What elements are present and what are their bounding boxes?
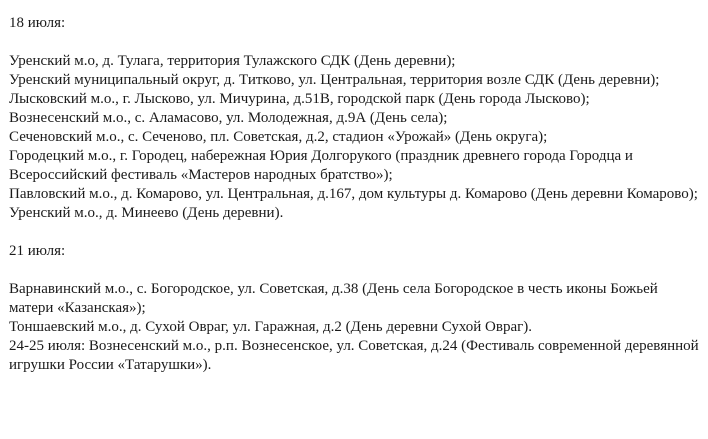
event-list-july-18 — [9, 52, 701, 223]
event-entry: Уренский м.о, д. Тулага, территория Тулажского СДК (День деревни); — [9, 53, 456, 69]
event-entry: Уренский м.о., д. Минеево (День деревни). — [9, 205, 284, 221]
event-entry: 24-25 июля: Вознесенский м.о., р.п. Вознесенское, ул. Советская, д.24 (Фестиваль современной деревянной игрушки России «Татарушки»). — [9, 338, 699, 373]
spacer — [9, 223, 701, 242]
document-body — [9, 14, 701, 375]
date-heading-july-21: 21 июля: — [9, 243, 66, 259]
spacer — [9, 261, 701, 280]
event-entry: Варнавинский м.о., с. Богородское, ул. Советская, д.38 (День села Богородское в честь иконы Божьей матери «Казанская»); — [9, 281, 658, 316]
event-entry: Тоншаевский м.о., д. Сухой Овраг, ул. Гаражная, д.2 (День деревни Сухой Овраг). — [9, 319, 533, 335]
event-list-july-21 — [9, 280, 701, 375]
event-entry: Вознесенский м.о., с. Аламасово, ул. Молодежная, д.9А (День села); — [9, 110, 448, 126]
spacer — [9, 33, 701, 52]
event-entry: Лысковский м.о., г. Лысково, ул. Мичурина, д.51В, городской парк (День города Лысково); — [9, 91, 590, 107]
event-entry: Уренский муниципальный округ, д. Титково, ул. Центральная, территория возле СДК (День деревни); — [9, 72, 660, 88]
event-entry: Городецкий м.о., г. Городец, набережная Юрия Долгорукого (праздник древнего города Городца и Всероссийский фестиваль «Мастеров народных братство»); — [9, 148, 633, 183]
event-entry: Павловский м.о., д. Комарово, ул. Центральная, д.167, дом культуры д. Комарово (День деревни Комарово); — [9, 186, 698, 202]
event-entry: Сеченовский м.о., с. Сеченово, пл. Советская, д.2, стадион «Урожай» (День округа); — [9, 129, 548, 145]
date-heading-july-18: 18 июля: — [9, 15, 66, 31]
